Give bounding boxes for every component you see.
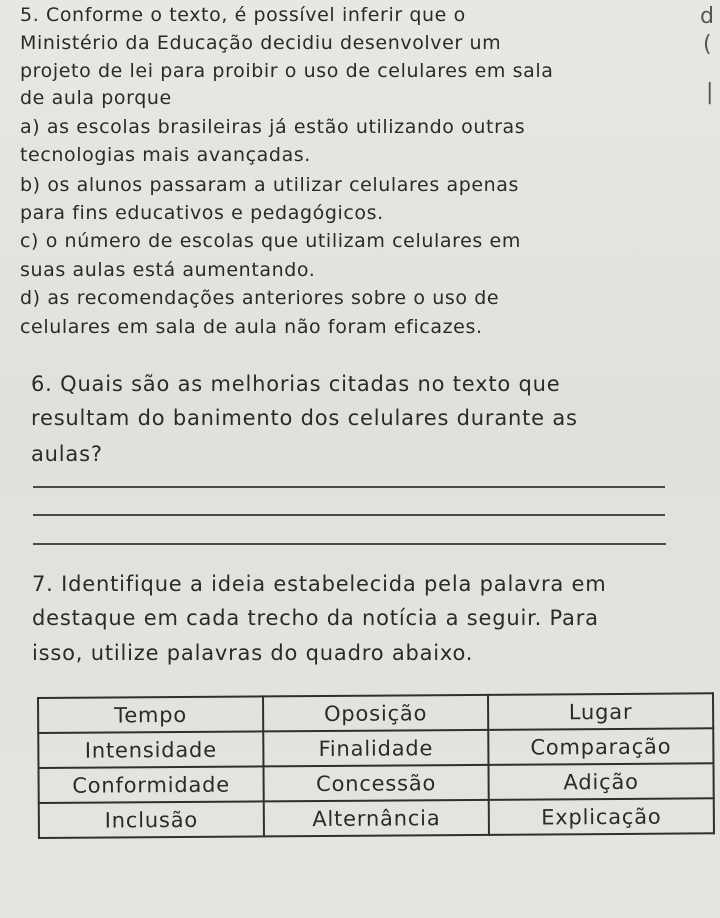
q6-line-2: resultam do banimento dos celulares durante as: [31, 406, 578, 430]
answer-line-3[interactable]: [33, 543, 666, 545]
table-cell: Oposição: [263, 695, 488, 732]
table-cell: Explicação: [489, 798, 714, 835]
q7-line-1: 7. Identifique a ideia estabelecida pela palavra em: [32, 572, 607, 596]
answer-line-1[interactable]: [33, 486, 665, 488]
q6-line-1: 6. Quais são as melhorias citadas no texto que: [31, 372, 561, 396]
q5-line-4: de aula porque: [20, 87, 172, 109]
q5-option-b-line-1: b) os alunos passaram a utilizar celulares apenas: [20, 174, 520, 196]
q5-option-d-line-1: d) as recomendações anteriores sobre o uso de: [20, 287, 500, 309]
table-cell: Lugar: [488, 693, 713, 730]
table-cell: Inclusão: [39, 801, 264, 838]
table-row: [38, 728, 713, 768]
edge-mark-1: d: [700, 4, 714, 29]
q5-option-a-line-1: a) as escolas brasileiras já estão utilizando outras: [20, 116, 526, 138]
q5-line-2: Ministério da Educação decidiu desenvolver um: [20, 32, 502, 54]
table-cell: Intensidade: [38, 731, 263, 768]
table-row: [38, 693, 713, 733]
table-cell: Alternância: [264, 800, 489, 837]
table-cell: Adição: [488, 763, 713, 800]
q5-option-c-line-2: suas aulas está aumentando.: [20, 259, 316, 281]
q5-line-1: 5. Conforme o texto, é possível inferir que o: [20, 4, 466, 26]
q5-line-3: projeto de lei para proibir o uso de celulares em sala: [20, 60, 554, 82]
q7-line-2: destaque em cada trecho da notícia a seguir. Para: [32, 606, 599, 630]
table-row: [39, 798, 714, 838]
table-cell: Finalidade: [263, 730, 488, 767]
q6-line-3: aulas?: [31, 442, 103, 466]
q5-option-d-line-2: celulares em sala de aula não foram eficazes.: [20, 316, 483, 338]
edge-mark-3: |: [706, 80, 714, 105]
q5-option-b-line-2: para fins educativos e pedagógicos.: [20, 202, 384, 224]
table-cell: Tempo: [38, 696, 263, 733]
table-cell: Concessão: [263, 765, 488, 802]
table-cell: Conformidade: [38, 766, 263, 803]
q7-line-3: isso, utilize palavras do quadro abaixo.: [32, 641, 474, 665]
q5-option-c-line-1: c) o número de escolas que utilizam celulares em: [20, 230, 521, 252]
q5-option-a-line-2: tecnologias mais avançadas.: [20, 144, 311, 166]
table-row: [38, 763, 713, 803]
word-table: [37, 692, 715, 839]
table-cell: Comparação: [488, 728, 713, 765]
edge-mark-2: (: [703, 32, 712, 57]
answer-line-2[interactable]: [33, 514, 665, 516]
